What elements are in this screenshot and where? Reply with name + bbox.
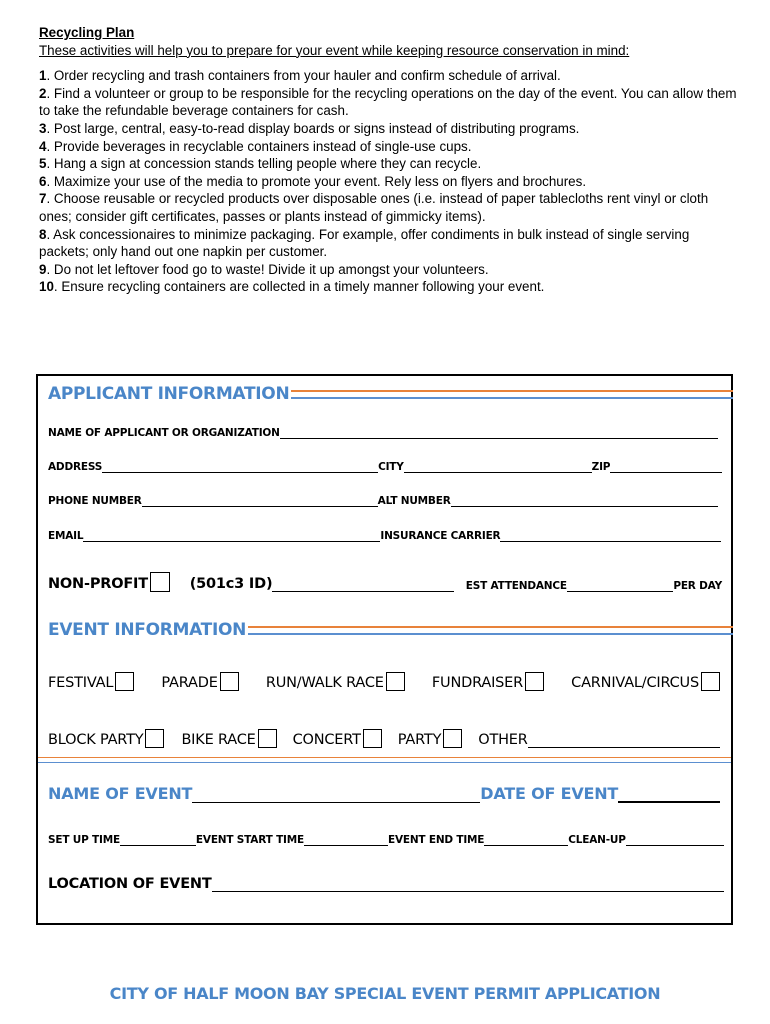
event-type-checkbox[interactable]: [145, 729, 164, 748]
recycling-plan-item: [39, 67, 739, 85]
address-label: ADDRESS: [48, 461, 103, 473]
item-number: 5: [39, 156, 47, 172]
event-type-checkbox[interactable]: [220, 672, 239, 691]
event-type-label: PARTY: [397, 732, 442, 748]
recycling-plan-item: [39, 226, 739, 261]
applicant-name-label: NAME OF APPLICANT OR ORGANIZATION: [48, 427, 280, 439]
recycling-plan: [39, 24, 739, 296]
item-text: . Ensure recycling containers are collected in a timely manner following your event.: [53, 279, 545, 295]
event-type-fundraiser: [432, 672, 544, 691]
nonprofit-row: [48, 572, 722, 592]
footer-title: CITY OF HALF MOON BAY SPECIAL EVENT PERMIT APPLICATION: [109, 984, 661, 1003]
event-times-row: [48, 833, 724, 846]
insurance-field[interactable]: [500, 529, 721, 542]
alt-number-label: ALT NUMBER: [377, 495, 451, 507]
event-type-parade: [161, 672, 238, 691]
event-date-field[interactable]: [618, 786, 720, 803]
event-type-concert: [293, 729, 382, 748]
recycling-plan-title: Recycling Plan: [39, 25, 135, 40]
event-name-field[interactable]: [192, 787, 480, 803]
cleanup-label: CLEAN-UP: [568, 834, 626, 846]
item-number: 10: [39, 279, 54, 295]
event-types-row-1: [48, 672, 720, 691]
setup-time-field[interactable]: [120, 833, 196, 846]
event-type-label: FESTIVAL: [48, 675, 114, 691]
recycling-plan-item: [39, 120, 739, 138]
item-number: 1: [39, 68, 47, 84]
attendance-field[interactable]: [567, 579, 673, 592]
event-section-header: [48, 620, 733, 640]
item-text: . Find a volunteer or group to be responsible for the recycling operations on the day of the event. You can allow them to take the refundable beverage containers for cash.: [39, 85, 737, 119]
item-number: 3: [39, 120, 47, 136]
event-type-other: [478, 732, 720, 748]
item-text: . Provide beverages in recyclable containers instead of single-use cups.: [46, 138, 472, 154]
recycling-plan-item: [39, 261, 739, 279]
item-number: 2: [39, 85, 47, 101]
location-row: [48, 876, 724, 892]
event-type-party: [398, 729, 462, 748]
event-type-label: CARNIVAL/CIRCUS: [571, 675, 699, 691]
recycling-plan-item: [39, 190, 739, 225]
city-label: CITY: [378, 461, 404, 473]
item-text: . Order recycling and trash containers from your hauler and confirm schedule of arrival.: [46, 68, 561, 84]
phone-label: PHONE NUMBER: [48, 495, 142, 507]
phone-field[interactable]: [142, 494, 378, 507]
end-time-field[interactable]: [484, 833, 568, 846]
email-row: [48, 529, 721, 542]
start-time-label: EVENT START TIME: [195, 834, 304, 846]
recycling-plan-list: [39, 67, 739, 296]
event-type-label: RUN/WALK RACE: [265, 675, 384, 691]
event-type-checkbox[interactable]: [363, 729, 382, 748]
event-heading: EVENT INFORMATION: [48, 620, 247, 640]
alt-number-field[interactable]: [451, 494, 718, 507]
event-type-checkbox[interactable]: [525, 672, 544, 691]
501c3-id-label: (501c3 ID): [189, 576, 273, 592]
email-field[interactable]: [83, 529, 380, 542]
item-number: 9: [39, 261, 47, 277]
recycling-plan-item: [39, 138, 739, 156]
item-text: . Ask concessionaires to minimize packaging. For example, offer condiments in bulk instead of single serving packets; only hand out one napkin per customer.: [39, 226, 690, 260]
per-day-label: PER DAY: [673, 580, 722, 592]
start-time-field[interactable]: [304, 833, 388, 846]
item-text: . Do not let leftover food go to waste! Divide it up amongst your volunteers.: [46, 261, 489, 277]
header-divider: [291, 390, 733, 399]
event-type-checkbox[interactable]: [386, 672, 405, 691]
end-time-label: EVENT END TIME: [387, 834, 485, 846]
item-number: 4: [39, 138, 47, 154]
other-label: OTHER: [478, 732, 528, 748]
event-type-checkbox[interactable]: [443, 729, 462, 748]
event-type-label: BLOCK PARTY: [48, 732, 144, 748]
location-label: LOCATION OF EVENT: [48, 876, 212, 892]
applicant-name-row: [48, 426, 718, 439]
event-type-block-party: [48, 729, 164, 748]
item-text: . Choose reusable or recycled products over disposable ones (i.e. instead of paper tablecloths rent vinyl or cloth ones; consider gift certificates, passes or plants instead of gimmicky items).: [39, 191, 709, 224]
event-name-label: NAME OF EVENT: [48, 784, 193, 803]
event-type-label: PARADE: [161, 675, 218, 691]
item-number: 6: [39, 173, 47, 189]
address-row: [48, 460, 722, 473]
attendance-label: EST ATTENDANCE: [465, 580, 567, 592]
event-type-carnival-circus: [571, 672, 720, 691]
recycling-plan-item: [39, 85, 739, 120]
permit-form: [36, 374, 733, 925]
address-field[interactable]: [102, 460, 378, 473]
recycling-plan-item: [39, 173, 739, 191]
event-divider: [38, 757, 731, 763]
setup-time-label: SET UP TIME: [48, 834, 120, 846]
item-number: 8: [39, 226, 47, 242]
recycling-plan-item: [39, 278, 739, 296]
insurance-label: INSURANCE CARRIER: [380, 530, 501, 542]
nonprofit-label: NON-PROFIT: [48, 576, 148, 592]
recycling-plan-intro: These activities will help you to prepare for your event while keeping resource conservation in mind:: [39, 42, 630, 58]
event-type-checkbox[interactable]: [701, 672, 720, 691]
other-field[interactable]: [528, 732, 720, 748]
event-type-label: FUNDRAISER: [431, 675, 523, 691]
location-field[interactable]: [212, 877, 724, 892]
event-name-row: [48, 784, 720, 803]
nonprofit-checkbox[interactable]: [150, 572, 170, 592]
item-text: . Hang a sign at concession stands telling people where they can recycle.: [46, 156, 482, 172]
event-type-run-walk-race: [266, 672, 405, 691]
event-type-label: BIKE RACE: [181, 732, 256, 748]
applicant-name-field[interactable]: [280, 426, 718, 439]
item-number: 7: [39, 191, 47, 207]
event-type-label: CONCERT: [292, 732, 361, 748]
applicant-heading: APPLICANT INFORMATION: [48, 384, 290, 404]
event-type-festival: [48, 672, 134, 691]
event-type-checkbox[interactable]: [115, 672, 134, 691]
zip-label: ZIP: [591, 461, 611, 473]
applicant-section-header: [48, 384, 733, 404]
email-label: EMAIL: [48, 530, 84, 542]
event-type-checkbox[interactable]: [258, 729, 277, 748]
event-type-bike-race: [181, 729, 276, 748]
event-types-row-2: [48, 729, 720, 748]
phone-row: [48, 494, 718, 507]
event-date-label: DATE OF EVENT: [480, 784, 619, 803]
zip-field[interactable]: [610, 460, 722, 473]
city-field[interactable]: [404, 460, 592, 473]
item-text: . Post large, central, easy-to-read display boards or signs instead of distributing programs.: [46, 120, 580, 136]
item-text: . Maximize your use of the media to promote your event. Rely less on flyers and brochures.: [46, 173, 587, 189]
501c3-id-field[interactable]: [272, 577, 453, 592]
recycling-plan-item: [39, 155, 739, 173]
cleanup-field[interactable]: [626, 833, 724, 846]
header-divider: [248, 626, 733, 635]
